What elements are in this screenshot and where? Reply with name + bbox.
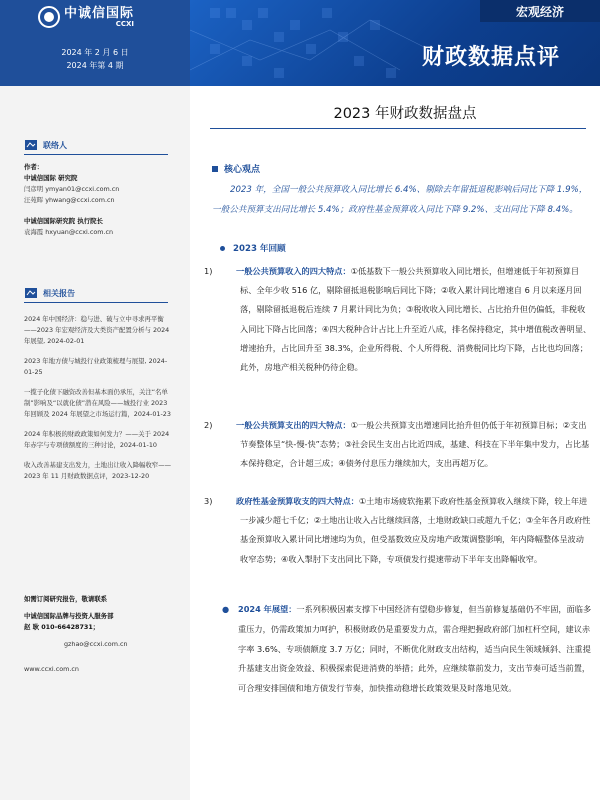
ccxi-logo (38, 6, 134, 28)
author-yan: 闫彦明 ymyan01@ccxi.com.cn (24, 185, 120, 193)
item-text: ①低基数下一般公共预算收入同比增长，但增速低于年初预算目标、全年少收 516 亿，剔除留抵退税影响后同比下降；②收入累计同比增速自 6 月以来逐月回落，剔除留抵退税后连续 7 月累计同比为负；③税收收入同比增长、占比抬升但仍偏低，非税收入同比下降占比回落；④四大税种合计占比上升至近八成，排名保持稳定，其中增值税改善明显、增速抬升，占比回升至 38.3%，企业所得税、个人所得税、消费税同比均下降，占比也均回落；此外，房地产相关税种仍待企稳。 (240, 266, 592, 373)
ccxi-logo-icon (38, 6, 60, 28)
report-date: 2024 年 2 月 6 日 (61, 48, 129, 57)
related-report-item[interactable]: 一揽子化债下融资改善但基本面仍承压，关注“名单制”影响及“以就化债”潜在风险——城投行业 2023 年回顾及 2024 年展望之市场运行篇，2024-01-23 (24, 388, 171, 418)
core-views-heading (212, 162, 260, 175)
contacts-icon (24, 138, 38, 152)
column-title: 财政数据点评 (421, 45, 560, 70)
core-summary: 2023 年，全国一般公共预算收入同比增长 6.4%、剔除去年留抵退税影响后同比下降 1.9%，一般公共预算支出同比增长 5.4%；政府性基金预算收入同比下降 9.2%、支出同比下降 8.4%。 (212, 185, 588, 215)
outlook-bullet: ● (222, 604, 230, 614)
subscribe-note: 如需订阅研究报告，敬请联系 (24, 595, 108, 603)
report-date-block (0, 46, 190, 72)
review-item (204, 262, 592, 377)
logo-chinese-text: 中诚信国际 (64, 5, 135, 21)
sidebar (0, 86, 190, 800)
item-number: 1) (204, 266, 213, 276)
related-report-item[interactable]: 2024 年中国经济：稳与进、破与立中寻求再平衡——2023 年宏观经济及大类资产配置分析与 2024 年展望, 2024-02-01 (24, 315, 170, 345)
related-reports-icon (24, 286, 38, 300)
authors-block (24, 162, 174, 238)
review-item (204, 416, 592, 474)
related-report-item[interactable]: 2023 年地方债与城投行业政策梳理与展望, 2024-01-25 (24, 357, 168, 376)
outlook-keyword: 2024 年展望： (238, 604, 297, 614)
author-yuan: 袁海霞 hxyuan@ccxi.com.cn (24, 228, 114, 236)
item-text: ①土地市场疲软拖累下政府性基金预算收入继续下降，较上年进一步减少超七千亿；②土地出让收入占比继续回落，土地财政缺口或超九千亿；③全年各月政府性基金预算收入累计同比增速均为负，但受基数效应及房地产政策调整影响，年内降幅整体呈波动收窄态势；④收入掣肘下支出同比下降，专项债发行提速带动下半年支出降幅收窄。 (240, 496, 591, 564)
contact-phone: 赵 耿 010-66428731； (24, 623, 100, 631)
related-report-item[interactable]: 2024 年积极的财政政策如何发力？——关于 2024 年赤字与专项债额度的三种讨论，2024-01-10 (24, 430, 170, 449)
contacts-title: 联络人 (43, 140, 67, 150)
dot-bullet-icon (220, 246, 225, 251)
report-issue: 2024 年第 4 期 (66, 61, 124, 70)
item-text: ①一般公共预算支出增速同比抬升但仍低于年初预算目标；②支出节奏整体呈“快-慢-快”态势；③社会民生支出占比近四成，基建、科技在下半年集中发力，占比基本保持稳定，合计超三成；④债务付息压力继续加大，支出再超万亿。 (240, 420, 590, 469)
org-executive: 中诚信国际研究院 执行院长 (24, 217, 103, 225)
page-title: 2023 年财政数据盘点 (333, 106, 477, 122)
review-heading (220, 242, 286, 254)
outlook-paragraph (222, 600, 592, 699)
item-keyword: 政府性基金预算收支的四大特点： (236, 496, 359, 506)
related-title: 相关报告 (43, 288, 75, 298)
review-title: 2023 年回顾 (233, 244, 286, 254)
outlook-text: 一系列积极因素支撑下中国经济有望稳步修复，但当前修复基础仍不牢固，面临多重压力，仍需政策加力呵护，积极财政仍是重要发力点，需合理把握政府部门加杠杆空间，建议赤字率 3.6%、专项债额度 3.7 万亿；同时，不断优化财政支出结构，适当向民生领域倾斜、注重提升基建支出资金效益、积极探索促进消费的举措；此外，应继续靠前发力，支出节奏可适当前置，可合理安排国债和地方债发行节奏，加快推动稳增长政策效果及时落地见效。 (238, 604, 592, 694)
title-divider (210, 128, 586, 129)
authors-label: 作者： (24, 163, 44, 171)
related-heading (24, 286, 75, 300)
item-keyword: 一般公共预算支出的四大特点： (236, 420, 351, 430)
category-tag: 宏观经济 (480, 0, 600, 22)
service-dept: 中诚信国际品牌与投资人服务部 (24, 612, 114, 620)
related-reports-list (24, 314, 174, 491)
contacts-divider (24, 154, 168, 155)
logo-english-text: CCXI (115, 19, 135, 28)
related-report-item[interactable]: 收入改善基建支出发力，土地出让收入降幅收窄——2023 年 11 月财政数据点评，2023-12-20 (24, 461, 171, 480)
item-number: 3) (204, 496, 213, 506)
website-link[interactable]: www.ccxi.com.cn (24, 665, 79, 673)
review-item (204, 492, 592, 569)
core-views-title: 核心观点 (224, 165, 261, 175)
header-banner (190, 0, 600, 86)
item-number: 2) (204, 420, 213, 430)
item-keyword: 一般公共预算收入的四大特点： (236, 266, 351, 276)
org-research: 中诚信国际 研究院 (24, 174, 78, 182)
related-divider (24, 302, 168, 303)
contacts-heading (24, 138, 67, 152)
square-bullet-icon (212, 166, 218, 172)
author-wang: 汪苑晖 yhwang@ccxi.com.cn (24, 196, 115, 204)
contact-email[interactable]: gzhao@ccxi.com.cn (64, 640, 128, 648)
header-left-panel (0, 0, 190, 86)
subscribe-block (24, 594, 174, 675)
